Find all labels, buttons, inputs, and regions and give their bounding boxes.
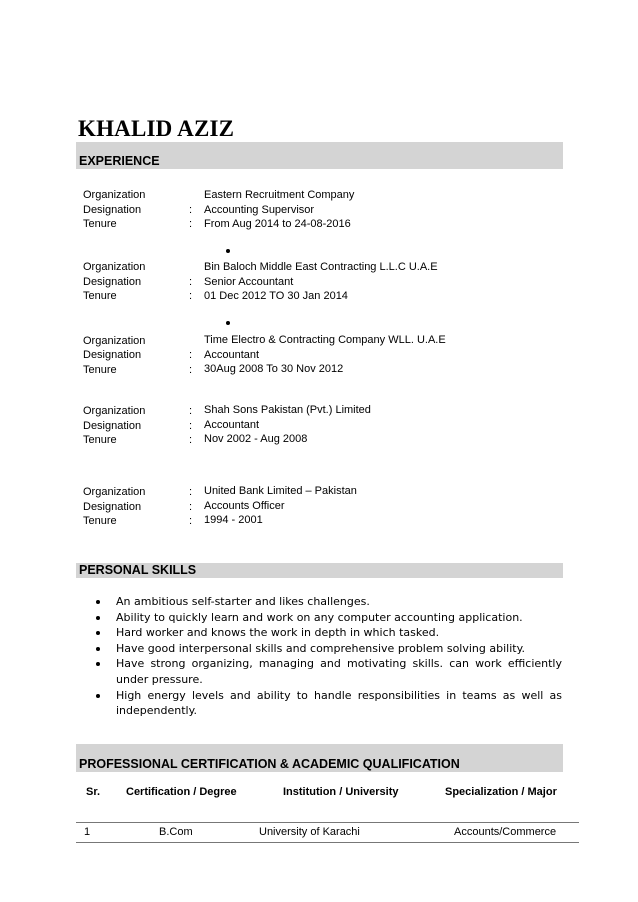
- list-item: Ability to quickly learn and work on any computer accounting application.: [96, 610, 562, 626]
- tenure-value: Nov 2002 - Aug 2008: [204, 433, 308, 445]
- table-divider: [76, 842, 579, 843]
- table-cell-institution: University of Karachi: [259, 826, 360, 838]
- organization-label: Organization: [83, 486, 146, 498]
- designation-label: Designation: [83, 349, 142, 361]
- column-header-certification: Certification / Degree: [126, 786, 237, 798]
- organization-label: Organization: [83, 261, 146, 273]
- colon: :: [189, 204, 193, 216]
- colon: :: [189, 364, 193, 376]
- designation-value: Accountant: [204, 419, 260, 431]
- designation-label: Designation: [83, 501, 142, 513]
- colon: :: [189, 218, 193, 230]
- list-item: An ambitious self-starter and likes challenges.: [96, 594, 562, 610]
- designation-value: Accounting Supervisor: [204, 204, 315, 216]
- column-header-sr: Sr.: [86, 786, 101, 798]
- experience-heading: EXPERIENCE: [76, 142, 563, 169]
- designation-label: Designation: [83, 276, 142, 288]
- column-header-institution: Institution / University: [283, 786, 399, 798]
- organization-label: Organization: [83, 189, 146, 201]
- designation-label: Designation: [83, 420, 142, 432]
- bullet-icon: [96, 662, 100, 666]
- list-item: Have good interpersonal skills and comprehensive problem solving ability.: [96, 641, 562, 657]
- designation-value: Accounts Officer: [204, 500, 285, 512]
- tenure-label: Tenure: [83, 434, 117, 446]
- tenure-value: 30Aug 2008 To 30 Nov 2012: [204, 363, 344, 375]
- bullet-icon: [96, 616, 100, 620]
- colon: :: [189, 405, 193, 417]
- colon: :: [189, 515, 193, 527]
- tenure-value: 1994 - 2001: [204, 514, 263, 526]
- tenure-value: 01 Dec 2012 TO 30 Jan 2014: [204, 290, 348, 302]
- bullet-icon: [226, 321, 230, 325]
- designation-value: Senior Accountant: [204, 276, 294, 288]
- table-cell-degree: B.Com: [159, 826, 193, 838]
- bullet-icon: [96, 600, 100, 604]
- table-divider: [76, 822, 579, 823]
- colon: :: [189, 420, 193, 432]
- colon: :: [189, 290, 193, 302]
- organization-value: Time Electro & Contracting Company WLL. U.A.E: [204, 334, 446, 346]
- table-cell-sr: 1: [84, 826, 91, 838]
- list-item: Hard worker and knows the work in depth in which tasked.: [96, 625, 562, 641]
- tenure-label: Tenure: [83, 515, 117, 527]
- designation-value: Accountant: [204, 349, 260, 361]
- colon: :: [189, 434, 193, 446]
- organization-value: Bin Baloch Middle East Contracting L.L.C U.A.E: [204, 261, 438, 273]
- organization-label: Organization: [83, 405, 146, 417]
- colon: :: [189, 349, 193, 361]
- tenure-value: From Aug 2014 to 24-08-2016: [204, 218, 351, 230]
- qualification-heading: PROFESSIONAL CERTIFICATION & ACADEMIC QUALIFICATION: [76, 744, 563, 772]
- column-header-specialization: Specialization / Major: [445, 786, 557, 798]
- colon: :: [189, 486, 193, 498]
- organization-value: Eastern Recruitment Company: [204, 189, 355, 201]
- candidate-name: KHALID AZIZ: [78, 116, 235, 141]
- list-item: High energy levels and ability to handle responsibilities in teams as well as independently.: [96, 688, 562, 719]
- tenure-label: Tenure: [83, 290, 117, 302]
- tenure-label: Tenure: [83, 364, 117, 376]
- designation-label: Designation: [83, 204, 142, 216]
- personal-skills-heading: PERSONAL SKILLS: [76, 563, 563, 578]
- bullet-icon: [96, 647, 100, 651]
- bullet-icon: [226, 249, 230, 253]
- list-item: Have strong organizing, managing and motivating skills. can work efficiently under pressure.: [96, 656, 562, 687]
- organization-value: United Bank Limited – Pakistan: [204, 485, 357, 497]
- bullet-icon: [96, 631, 100, 635]
- bullet-icon: [96, 694, 100, 698]
- organization-value: Shah Sons Pakistan (Pvt.) Limited: [204, 404, 371, 416]
- tenure-label: Tenure: [83, 218, 117, 230]
- skills-list: [96, 594, 562, 719]
- organization-label: Organization: [83, 335, 146, 347]
- colon: :: [189, 501, 193, 513]
- table-cell-specialization: Accounts/Commerce: [454, 826, 557, 838]
- colon: :: [189, 276, 193, 288]
